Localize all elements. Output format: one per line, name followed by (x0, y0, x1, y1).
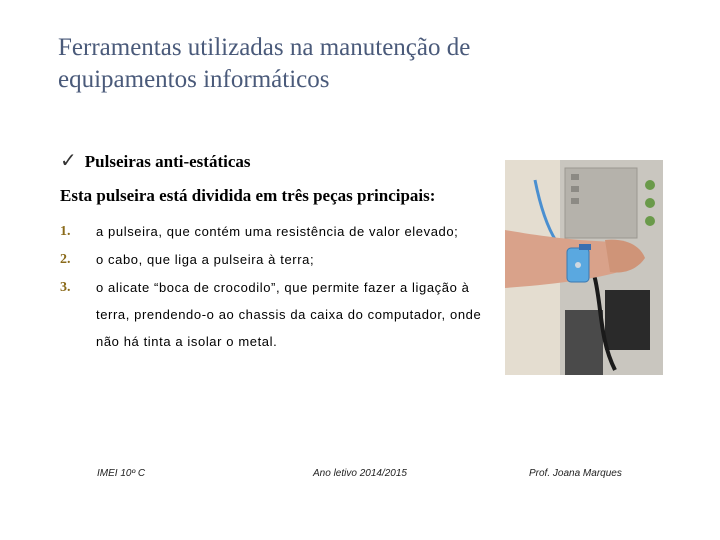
numbered-list (60, 218, 500, 356)
footer-class: IMEI 10º C (97, 468, 146, 479)
list-item-number: 3. (60, 280, 71, 295)
footer-school-year: Ano letivo 2014/2015 (313, 468, 407, 479)
list-item (60, 218, 500, 245)
check-mark-icon: ✓ (60, 150, 77, 172)
footer-teacher: Prof. Joana Marques (529, 468, 622, 479)
slide-title-line-2: equipamentos informáticos (58, 66, 330, 93)
list-item-number: 2. (60, 252, 71, 267)
slide-title (58, 32, 618, 96)
wrist-strap-illustration (505, 160, 663, 375)
wrist-strap-photo (505, 160, 663, 375)
list-item-text: a pulseira, que contém uma resistência de valor elevado; (96, 224, 459, 239)
list-item-number: 1. (60, 224, 71, 239)
list-item-text: o cabo, que liga a pulseira à terra; (96, 252, 315, 267)
slide-title-line-1: Ferramentas utilizadas na manutenção de (58, 34, 471, 61)
list-item-text: o alicate “boca de crocodilo”, que permite fazer a ligação à terra, prendendo-o ao chassis da caixa do computador, onde não há tinta a isolar o metal. (96, 280, 482, 349)
list-item (60, 246, 500, 273)
bullet-heading (60, 148, 251, 173)
intro-text: Esta pulseira está dividida em três peças principais: (60, 186, 436, 205)
bullet-heading-text: Pulseiras anti-estáticas (84, 152, 251, 171)
list-item (60, 274, 500, 355)
